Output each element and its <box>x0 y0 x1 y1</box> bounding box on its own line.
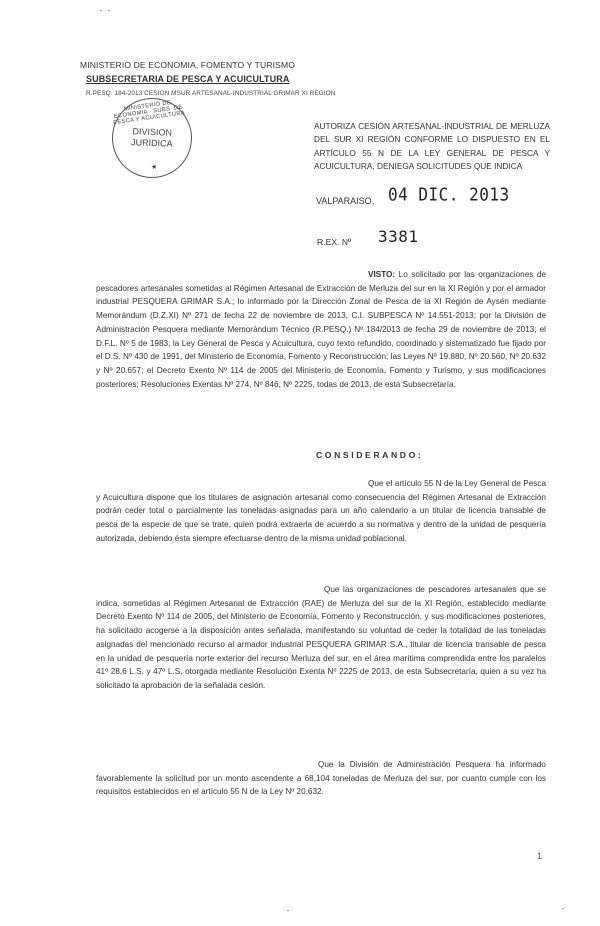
visto-label: VISTO: <box>368 270 396 279</box>
visto-paragraph <box>96 268 546 391</box>
stamp-inner-text <box>113 126 192 151</box>
scan-speck <box>100 10 102 11</box>
considerando-paragraph-2: Que las organizaciones de pescadores artesanales que se indica, sometidas al Régimen Artesanal de Extracción (RAE) de Merluza del sur de la XI Región, establecido mediante Decreto Exento Nº 114 de 2005, del Ministerio de Economía, Fomento y Reconstrucción, y sus modificaciones posteriores, ha solicitado acogerse a la disposición antes señalada, manifestando su voluntad de ceder la totalidad de las toneladas asignadas del mencionado recurso al armador industrial PESQUERA GRIMAR S.A., titular de licencia transable de pesca en la unidad de pesquería norte exterior del recurso Merluza del sur, en el área marítima comprendida entre los paralelos 41º 28,6 L.S. y 47º L.S, otorgada mediante Resolución Exenta Nº 2225 de 2013, de esta Subsecretaría, quien a su vez ha solicitado la aprobación de la señalada cesión. <box>96 585 546 690</box>
division-juridica-stamp <box>107 93 197 183</box>
date-place: VALPARAISO, <box>316 196 375 206</box>
stamp-line-division: DIVISION <box>132 126 173 138</box>
date-stamp: 04 DIC. 2013 <box>388 184 510 205</box>
visto-text: Lo solicitado por las organizaciones de pescadores artesanales sometidas al Régimen Artesanal de Extracción de Merluza del sur en la XI Región y por el armador industrial PESQUERA GRIMAR S.A.; lo informado por la Dirección Zonal de Pesca de la XI Región de Aysén mediante Memorándum (D.Z.XI) Nº 271 de fecha 22 de noviembre de 2013, C.I. SUBPESCA Nº 14.551-2013; por la División de Administración Pesquera mediante Memorándum Técnico (R.PESQ.) Nº 184/2013 de fecha 29 de noviembre de 2013; el D.F.L. Nº 5 de 1983; la Ley General de Pesca y Acuicultura, cuyo texto refundido, coordinado y sistematizado fue fijado por el D.S. Nº 430 de 1991, del Ministerio de Economía, Fomento y Reconstrucción; las Leyes Nº 19.880, Nº 20.560, Nº 20.632 y Nº 20.657; el Decreto Exento Nº 114 de 2005 del Ministerio de Economía, Fomento y Turismo, y sus modificaciones posteriores; Resoluciones Exentas Nº 274, Nº 846, Nº 2225, todas de 2013, de esta Subsecretaría. <box>96 270 546 389</box>
considerando-heading: CONSIDERANDO: <box>316 450 424 460</box>
stamp-ring-text: MINISTERIO DE ECONOMIA · SUBS. DE PESCA Y ACUICULTURA <box>112 100 186 127</box>
page-number: 1 <box>537 851 543 861</box>
resolution-subject: AUTORIZA CESIÓN ARTESANAL-INDUSTRIAL DE MERLUZA DEL SUR XI REGIÓN CONFORME LO DISPUESTO EN EL ARTÍCULO 55 N DE LA LEY GENERAL DE PESCA Y ACUICULTURA, DENIEGA SOLICITUDES QUE INDICA <box>314 121 550 171</box>
document-reference: R.PESQ. 184-2013 CESION MSUR ARTESANAL-INDUSTRIAL GRIMAR XI REGION <box>86 90 336 97</box>
ministry-name: MINISTERIO DE ECONOMIA, FOMENTO Y TURISMO <box>80 60 295 70</box>
scan-speck <box>108 10 110 11</box>
star-icon: ★ <box>150 163 158 172</box>
considerando-paragraph-3: Que la División de Administración Pesquera ha informado favorablemente la solicitud por un monto ascendente a 68,104 toneladas de Merluza del sur, por cuanto cumple con los requisitos establecidos en el artículo 55 N de la Ley Nº 20.632. <box>96 760 546 797</box>
considerando-paragraph-1: Que el artículo 55 N de la Ley General de Pesca y Acuicultura dispone que los titulares de asignación artesanal como consecuencia del Régimen Artesanal de Extracción podrán ceder total o parcialmente las toneladas asignadas para un año calendario a un titular de licencia transable de pesca de la especie de que se trate, quien podrá extraerla de acuerdo a su normativa y dentro de la unidad de pesquería autorizada, debiendo ésta siempre efectuarse dentro de la misma unidad poblacional. <box>96 479 546 543</box>
scan-speck <box>562 908 564 909</box>
resolution-number: 3381 <box>378 227 419 246</box>
stamp-line-juridica: JURIDICA <box>130 137 173 149</box>
scan-speck <box>287 910 289 911</box>
resolution-label: R.EX. Nº <box>317 237 352 247</box>
subsecretaria-name: SUBSECRETARIA DE PESCA Y ACUICULTURA <box>86 74 290 84</box>
